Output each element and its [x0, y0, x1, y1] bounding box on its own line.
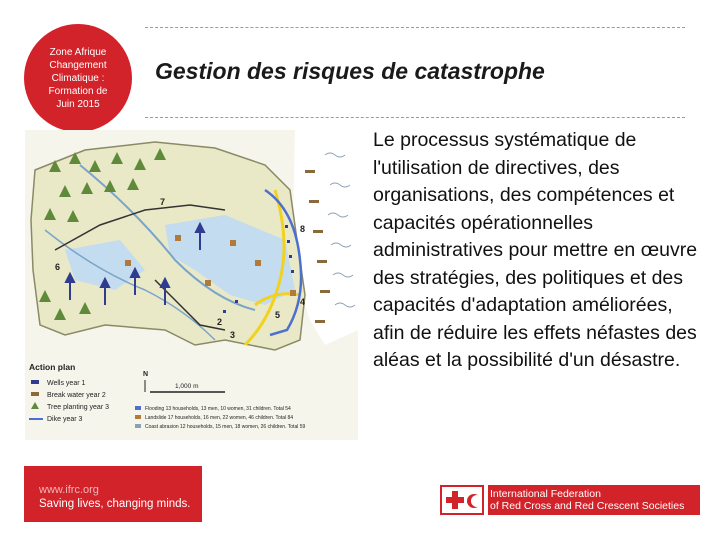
map-number-3: 3 [230, 330, 236, 340]
footer-slogan: Saving lives, changing minds. [39, 498, 191, 510]
legend-item-breakwater: Break water year 2 [47, 392, 106, 399]
red-crescent-icon [466, 492, 482, 510]
map-number-7: 7 [160, 197, 166, 207]
note-coast: Coast abrasion 12 households, 15 men, 18 women, 26 children. Total 59 [145, 424, 306, 430]
title-divider [145, 117, 685, 118]
action-plan-map [25, 130, 358, 440]
footer-url[interactable]: www.ifrc.org [39, 484, 99, 496]
course-badge [24, 24, 132, 132]
legend-item-wells: Wells year 1 [47, 380, 86, 387]
red-cross-icon [446, 491, 464, 509]
footer-brand-block [24, 466, 202, 522]
legend-item-trees: Tree planting year 3 [47, 404, 109, 411]
legend-title: Action plan [29, 362, 76, 372]
ifrc-name-line1: International Federation [490, 488, 601, 500]
ifrc-name-block [488, 485, 700, 515]
note-swatch-flooding [135, 406, 141, 410]
north-arrow-label: N [143, 371, 149, 378]
legend-swatch-breakwater [31, 392, 39, 396]
course-badge-text: Zone Afrique Changement Climatique : Formation de Juin 2015 [48, 46, 108, 110]
map-number-2: 2 [217, 317, 223, 327]
map-number-8: 8 [300, 224, 306, 234]
top-divider [145, 27, 685, 28]
map-number-4: 4 [300, 297, 306, 307]
legend-item-dike: Dike year 3 [47, 416, 83, 423]
definition-text: Le processus systématique de l'utilisation de directives, des organisations, des compétences et capacités opérationnelles administratives pour mettre en œuvre des stratégies, des politiques et des capacités d'adaptation améliorées, afin de réduire les effets néfastes des aléas et la possibilité d'un désastre. [373, 129, 698, 371]
ifrc-logo [440, 485, 700, 515]
slide-title: Gestion des risques de catastrophe [155, 58, 545, 84]
note-swatch-coast [135, 424, 141, 428]
ifrc-emblem [440, 485, 484, 515]
scale-label: 1,000 m [175, 383, 199, 390]
map-number-5: 5 [275, 310, 281, 320]
legend-swatch-wells [31, 380, 39, 384]
note-swatch-landslide [135, 415, 141, 419]
ifrc-name-line2: of Red Cross and Red Crescent Societies [490, 500, 685, 512]
map-number-6: 6 [55, 262, 61, 272]
note-landslide: Landslide 17 households, 16 men, 22 women, 46 children. Total 84 [145, 415, 294, 421]
note-flooding: Flooding 13 households, 13 men, 10 women, 31 children. Total 54 [145, 406, 291, 412]
